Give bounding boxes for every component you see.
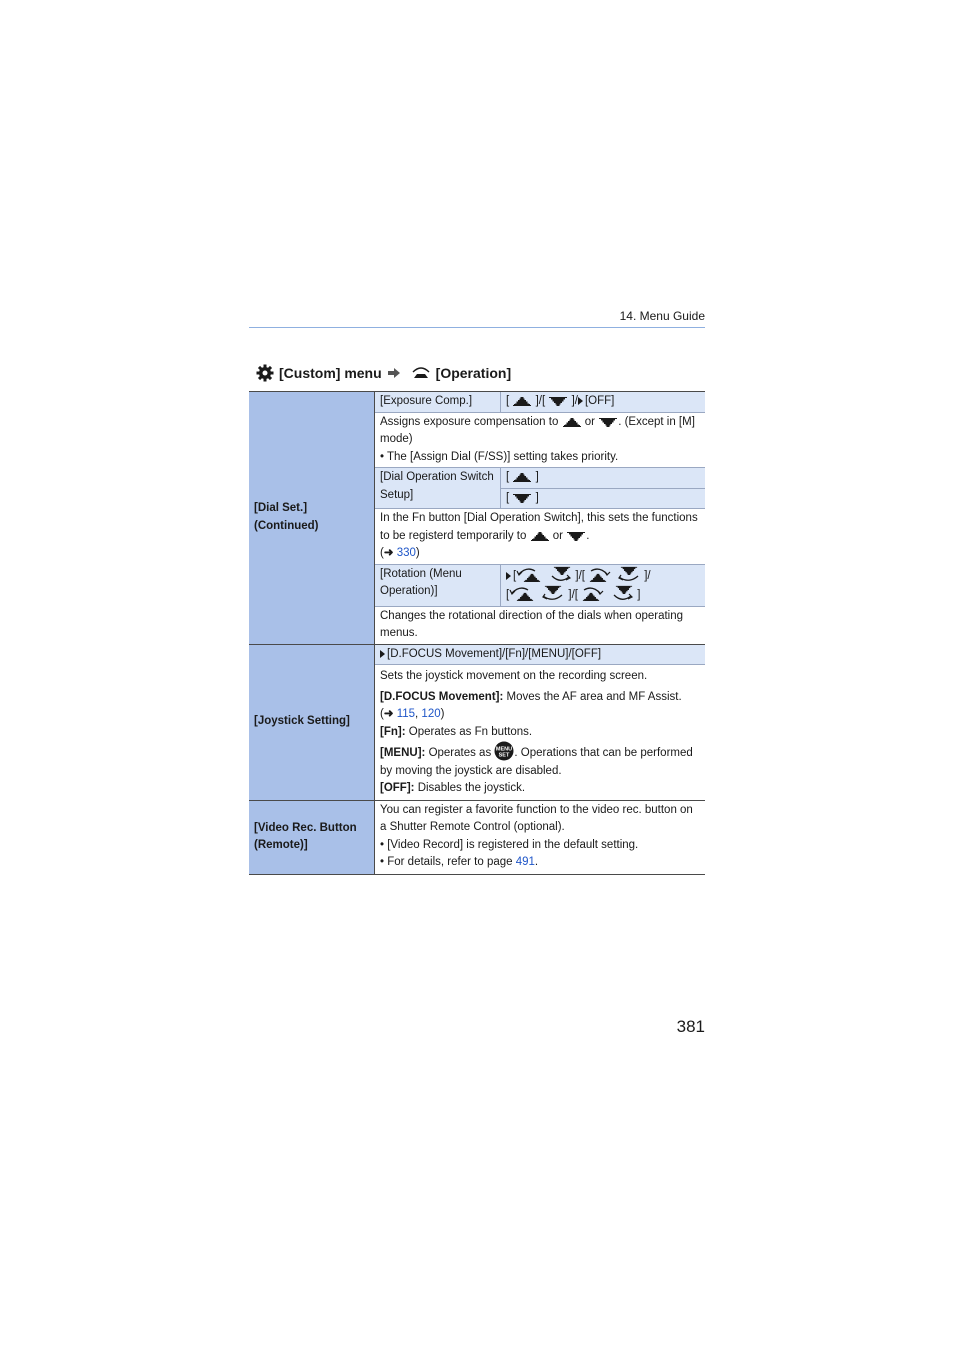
operation-label: [Operation]: [435, 365, 512, 381]
reference-arrow-icon: ➜: [383, 547, 394, 559]
front-dial-icon: [562, 417, 582, 428]
svg-text:MENU: MENU: [496, 746, 513, 753]
table-row: [249, 644, 705, 665]
rear-dial-icon: [548, 396, 568, 407]
menu-set-button-icon: [494, 741, 514, 761]
custom-menu-label: [Custom] menu: [279, 365, 382, 381]
video-rec-description: You can register a favorite function to the video rec. button on a Shutter Remote Control (optional). • [Video Record] is registered in the default setting. • For details, refer to page 491.: [375, 800, 706, 874]
reference-arrow-icon: ➜: [383, 708, 394, 720]
default-marker-icon: [506, 572, 511, 580]
header-rule: [249, 327, 705, 328]
rotation-name: [Rotation (Menu Operation)]: [375, 564, 501, 606]
video-rec-button-item: [Video Rec. Button (Remote)]: [249, 800, 375, 874]
chapter-header: 14. Menu Guide: [619, 309, 705, 323]
exposure-comp-description: Assigns exposure compensation to or . (Except in [M] mode) • The [Assign Dial (F/SS)] setting takes priority.: [375, 412, 706, 468]
page-link[interactable]: 115: [396, 708, 416, 720]
rotation-cw-rear-icon: [540, 585, 568, 603]
exposure-comp-options: [ ]/[ ]/ [OFF]: [501, 392, 706, 413]
joystick-description: Sets the joystick movement on the recording screen. [D.FOCUS Movement]: Moves the AF area and MF Assist. (➜ 115, 120) [Fn]: Operates as Fn buttons. [MENU]: Operates as MENU SET . Operations that can be performed by moving the joystick are disabled. [OFF]: Disables the joystick.: [375, 665, 706, 801]
rotation-ccw-front-icon: [516, 566, 544, 584]
svg-text:SET: SET: [499, 752, 510, 759]
rotation-description: Changes the rotational direction of the dials when operating menus.: [375, 606, 706, 644]
front-dial-icon: [530, 531, 550, 542]
rotation-cw-rear-icon: [609, 585, 637, 603]
page-link[interactable]: 491: [515, 856, 535, 868]
page-number: 381: [676, 1017, 705, 1036]
gear-icon: [256, 364, 274, 382]
default-marker-icon: [578, 397, 583, 405]
joystick-setting-item: [Joystick Setting]: [249, 644, 375, 800]
default-marker-icon: [380, 650, 385, 658]
list-item: • For details, refer to page 491.: [380, 856, 539, 868]
table-row: [249, 392, 705, 413]
page-link[interactable]: 120: [421, 708, 441, 720]
dial-operation-name: [Dial Operation Switch Setup]: [375, 468, 501, 509]
exposure-comp-name: [Exposure Comp.]: [375, 392, 501, 413]
joystick-options: [D.FOCUS Movement]/[Fn]/[MENU]/[OFF]: [375, 644, 706, 665]
front-dial-icon: [512, 396, 532, 407]
dial-operation-option-rear: [ ]: [501, 488, 706, 509]
arrow-right-icon: [387, 367, 401, 379]
front-dial-icon: [512, 472, 532, 483]
dial-set-item: [Dial Set.] (Continued): [249, 392, 375, 645]
exposure-comp-note: • The [Assign Dial (F/SS)] setting takes priority.: [380, 450, 619, 463]
rotation-cw-rear-icon: [616, 566, 644, 584]
menu-table: [249, 391, 705, 875]
table-row: [249, 800, 705, 874]
dial-operation-option-front: [ ]: [501, 468, 706, 489]
rotation-ccw-front-icon: [509, 585, 537, 603]
rotation-cw-rear-icon: [547, 566, 575, 584]
rear-dial-icon: [512, 493, 532, 504]
page-link[interactable]: 330: [396, 547, 416, 559]
section-title: [256, 362, 511, 384]
operation-icon: [411, 366, 431, 380]
rotation-options: [ ]/[ ]/ [ ]/[ ]: [501, 564, 706, 606]
dial-operation-description: In the Fn button [Dial Operation Switch], this sets the functions to be registerd temporarily to or . (➜ 330): [375, 509, 706, 565]
list-item: • [Video Record] is registered in the default setting.: [380, 838, 639, 851]
rotation-ccw-front-icon: [585, 566, 613, 584]
rotation-ccw-front-icon: [578, 585, 606, 603]
rear-dial-icon: [566, 531, 586, 542]
rear-dial-icon: [598, 417, 618, 428]
